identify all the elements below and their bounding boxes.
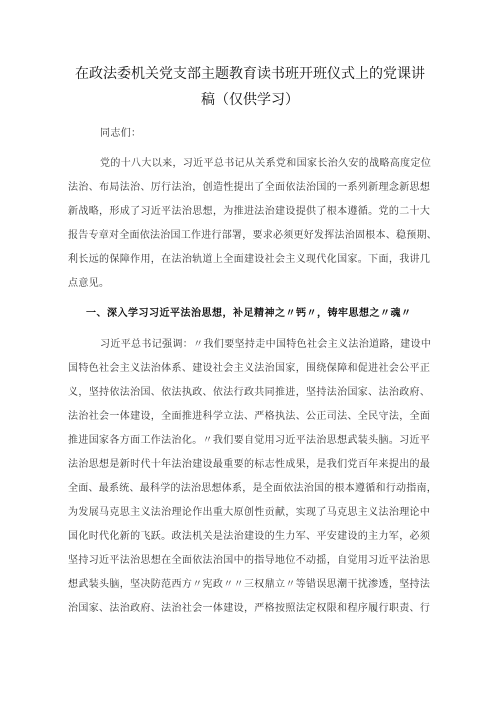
para2-line: 推进国家各方面工作法治化。〃我们要自觉用习近平法治思想武装头脑。习近平 [68,435,431,446]
para2-line: 为发展马克思主义法治理论作出重大原创性贡献，实现了马克思主义法治理论中 [68,507,431,518]
section-heading: 一、深入学习习近平法治思想，补足精神之〃钙〃，铸牢思想之〃魂〃 [86,308,412,319]
para2-line: 法治思想是新时代十年法治建设最重要的标志性成果，是我们党百年来提出的最 [68,459,431,470]
para1-line: 法治、布局法治、厉行法治，创造性提出了全面依法治国的一系列新理念新思想 [68,182,431,193]
document-title-line-2: 稿（仅供学习） [201,92,299,108]
para2-line: 国化时代化新的飞跃。政法机关是法治建设的生力军、平安建设的主力军，必须 [68,531,431,542]
para1-line: 新战略，形成了习近平法治思想，为推进法治建设提供了根本遵循。党的二十大 [68,206,431,217]
para2-line: 义，坚持依法治国、依法执政、依法行政共同推进，坚持法治国家、法治政府、 [68,387,431,398]
para2-line: 治国家、法治政府、法治社会一体建设，严格按照法定权限和程序履行职责、行 [68,603,431,614]
para2-line: 习近平总书记强调：〃我们要坚持走中国特色社会主义法治道路，建设中 [100,339,432,350]
para2-line: 国特色社会主义法治体系、建设社会主义法治国家，围绕保障和促进社会公平正 [68,363,431,374]
para1-line: 利长远的保障作用，在法治轨道上全面建设社会主义现代化国家。下面，我讲几 [68,254,431,265]
para2-line: 想武装头脑，坚决防范西方〃宪政〃〃三权鼎立〃等错误思潮干扰渗透，坚持法 [68,579,431,590]
para2-line: 坚持习近平法治思想在全面依法治国中的指导地位不动摇，自觉用习近平法治思 [68,555,431,566]
salutation: 同志们： [100,128,142,139]
para2-line: 全面、最系统、最科学的法治思想体系，是全面依法治国的根本遵循和行动指南， [68,483,437,494]
para1-line: 点意见。 [68,278,110,289]
document-title-line-1: 在政法委机关党支部主题教育读书班开班仪式上的党课讲 [75,66,425,82]
para1-line: 报告专章对全面依法治国工作进行部署，要求必须更好发挥法治固根本、稳预期、 [68,230,437,241]
para1-line: 党的十八大以来，习近平总书记从关系党和国家长治久安的战略高度定位 [100,158,432,169]
para2-line: 法治社会一体建设，全面推进科学立法、严格执法、公正司法、全民守法，全面 [68,411,431,422]
